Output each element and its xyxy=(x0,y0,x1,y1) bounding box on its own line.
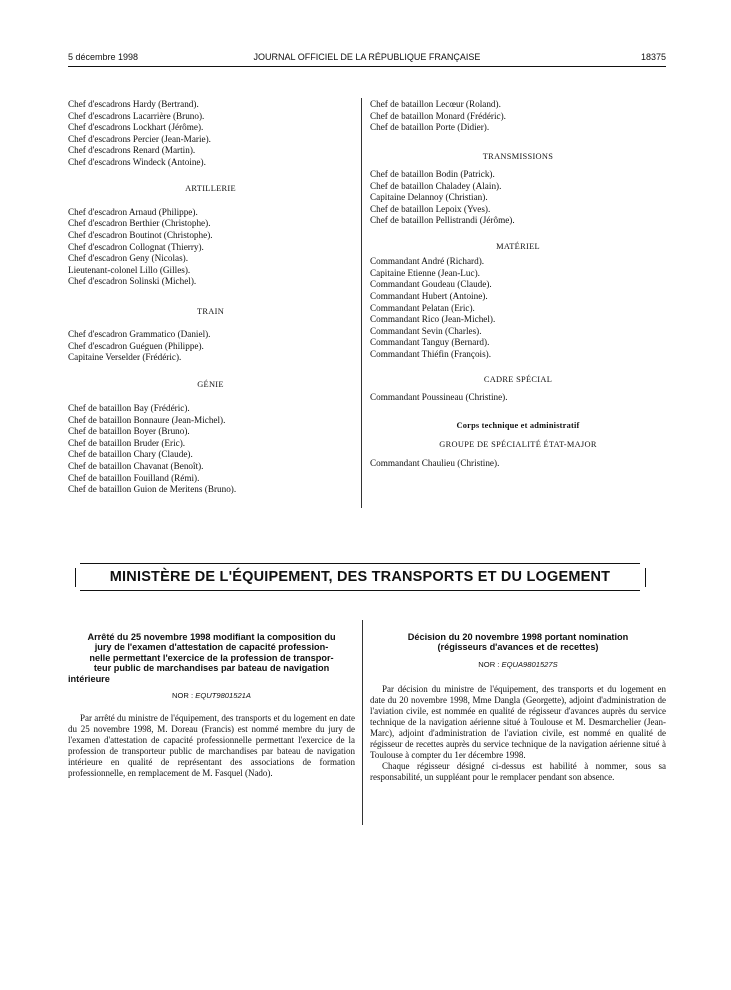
list-item: Chef de bataillon Bay (Frédéric). xyxy=(68,403,190,414)
list-item: Commandant Thiéfin (François). xyxy=(370,348,492,359)
list-item: Chef d'escadron Collognat (Thierry). xyxy=(68,241,204,252)
nor-reference: NOR : EQUA9801527S xyxy=(478,659,558,669)
list-item: Commandant Pelatan (Eric). xyxy=(370,302,475,313)
section-heading-materiel: MATÉRIEL xyxy=(496,241,540,251)
list-item: Chef de bataillon Bruder (Eric). xyxy=(68,437,186,448)
list-item: Chef d'escadron Solinski (Michel). xyxy=(68,276,197,287)
list-item: Chef d'escadrons Lacarrière (Bruno). xyxy=(68,110,205,121)
header-rule xyxy=(68,66,666,67)
list-item: Chef d'escadron Grammatico (Daniel). xyxy=(68,329,211,340)
list-item: Chef d'escadrons Lockhart (Jérôme). xyxy=(68,122,204,133)
right-column xyxy=(370,99,666,470)
list-item: Chef de bataillon Lepoix (Yves). xyxy=(370,203,491,214)
list-item: Chef d'escadron Geny (Nicolas). xyxy=(68,253,189,264)
nor-reference: NOR : EQUT9801521A xyxy=(172,691,251,701)
list-item: Chef d'escadrons Hardy (Bertrand). xyxy=(68,99,199,109)
article-body: Chaque régisseur désigné ci-dessus est habilité à nommer, sous sa responsabilité, un suppléant pour le remplacer pendant son absence. xyxy=(370,760,666,782)
article-decision xyxy=(370,632,666,783)
section-heading-groupe-etat-major: GROUPE DE SPÉCIALITÉ ÉTAT-MAJOR xyxy=(439,440,597,450)
list-item: Chef d'escadron Guéguen (Philippe). xyxy=(68,340,204,351)
list-item: Capitaine Delannoy (Christian). xyxy=(370,192,488,203)
article-title: Décision du 20 novembre 1998 portant nomination (régisseurs d'avances et de recettes) xyxy=(407,632,629,653)
list-item: Chef de bataillon Chavanat (Benoît). xyxy=(68,461,204,472)
section-heading-genie: GÉNIE xyxy=(197,380,224,390)
list-item: Commandant Rico (Jean-Michel). xyxy=(370,314,496,325)
list-item: Capitaine Etienne (Jean-Luc). xyxy=(370,267,480,278)
list-item: Chef d'escadron Berthier (Christophe). xyxy=(68,218,211,229)
article-title: Arrêté du 25 novembre 1998 modifiant la composition du jury de l'examen d'attestation de capacité profession- nelle permettant l'exercice de la profession de transpor- teur public de marchandises par bateau de navigation intérieure xyxy=(68,632,336,684)
list-item: Chef d'escadrons Renard (Martin). xyxy=(68,145,196,156)
list-item: Chef de bataillon Lecœur (Roland). xyxy=(370,99,501,109)
list-item: Chef d'escadrons Percier (Jean-Marie). xyxy=(68,133,211,144)
header-date: 5 décembre 1998 xyxy=(68,52,139,62)
list-item: Chef d'escadrons Windeck (Antoine). xyxy=(68,156,206,167)
list-item: Chef de bataillon Bodin (Patrick). xyxy=(370,168,495,179)
list-item: Commandant Tanguy (Bernard). xyxy=(370,337,490,348)
article-body: Par décision du ministre de l'équipement, des transports et du logement en date du 20 novembre 1998, Mme Dangla (Georgette), adjoint d'administration de l'aviation civile, est nommée en qualité de régisseur d'avances auprès du service technique de la navigation aérienne situé à Toulouse et M. Desmarchelier (Jean-Marc), adjoint d'administration de l'aviation civile, est nommé en qualité de régisseur de recettes auprès du service technique de la navigation aérienne situé à Toulouse à compter du 1er décembre 1998. xyxy=(370,683,666,760)
section-heading-artillerie: ARTILLERIE xyxy=(185,184,236,194)
section-heading-corps-technique: Corps technique et administratif xyxy=(456,420,580,430)
header-page-number: 18375 xyxy=(640,52,666,62)
page-header xyxy=(68,52,666,66)
article-arrete xyxy=(68,632,355,779)
list-item: Chef d'escadron Arnaud (Philippe). xyxy=(68,206,198,217)
list-item: Chef d'escadron Boutinot (Christophe). xyxy=(68,229,213,240)
list-item: Chef de bataillon Pellistrandi (Jérôme). xyxy=(370,215,515,226)
list-item: Commandant Poussineau (Christine). xyxy=(370,391,508,402)
banner-rule-top xyxy=(80,563,640,564)
banner-rule-bottom xyxy=(80,590,640,591)
list-item: Commandant Sevin (Charles). xyxy=(370,325,482,336)
list-item: Chef de bataillon Chaladey (Alain). xyxy=(370,180,502,191)
section-heading-train: TRAIN xyxy=(196,306,225,316)
list-item: Chef de bataillon Chary (Claude). xyxy=(68,449,193,460)
list-item: Lieutenant-colonel Lillo (Gilles). xyxy=(68,264,191,275)
list-item: Chef de bataillon Bonnaure (Jean-Michel). xyxy=(68,414,226,425)
list-item: Commandant Hubert (Antoine). xyxy=(370,290,488,301)
list-item: Commandant Chaulieu (Christine). xyxy=(370,458,500,469)
column-divider xyxy=(362,620,363,825)
header-journal-title: JOURNAL OFFICIEL DE LA RÉPUBLIQUE FRANÇAISE xyxy=(253,52,481,62)
list-item: Commandant André (Richard). xyxy=(370,256,485,267)
list-item: Chef de bataillon Porte (Didier). xyxy=(370,122,490,133)
column-divider xyxy=(361,98,362,508)
ministry-banner: MINISTÈRE DE L'ÉQUIPEMENT, DES TRANSPORTS ET DU LOGEMENT xyxy=(109,569,611,585)
banner-rule-right xyxy=(645,568,646,587)
left-column xyxy=(68,99,353,496)
section-heading-cadre-special: CADRE SPÉCIAL xyxy=(483,375,553,385)
list-item: Commandant Goudeau (Claude). xyxy=(370,279,492,290)
list-item: Chef de bataillon Monard (Frédéric). xyxy=(370,110,506,121)
section-heading-transmissions: TRANSMISSIONS xyxy=(482,152,554,162)
article-body: Par arrêté du ministre de l'équipement, des transports et du logement en date du 25 novembre 1998, M. Doreau (Francis) est nommé membre du jury de l'examen d'attestation de capacité professionnelle permettant l'exercice de la profession de transporteur public de marchandises par bateau de navigation intérieure en qualité de représentant des associations de formation professionnelle, en remplacement de M. Fasquel (Nado). xyxy=(68,713,355,779)
banner-rule-left xyxy=(75,568,76,587)
list-item: Chef de bataillon Guion de Meritens (Bruno). xyxy=(68,484,237,495)
list-item: Chef de bataillon Boyer (Bruno). xyxy=(68,426,190,437)
list-item: Chef de bataillon Fouilland (Rémi). xyxy=(68,472,200,483)
list-item: Capitaine Verselder (Frédéric). xyxy=(68,352,182,363)
